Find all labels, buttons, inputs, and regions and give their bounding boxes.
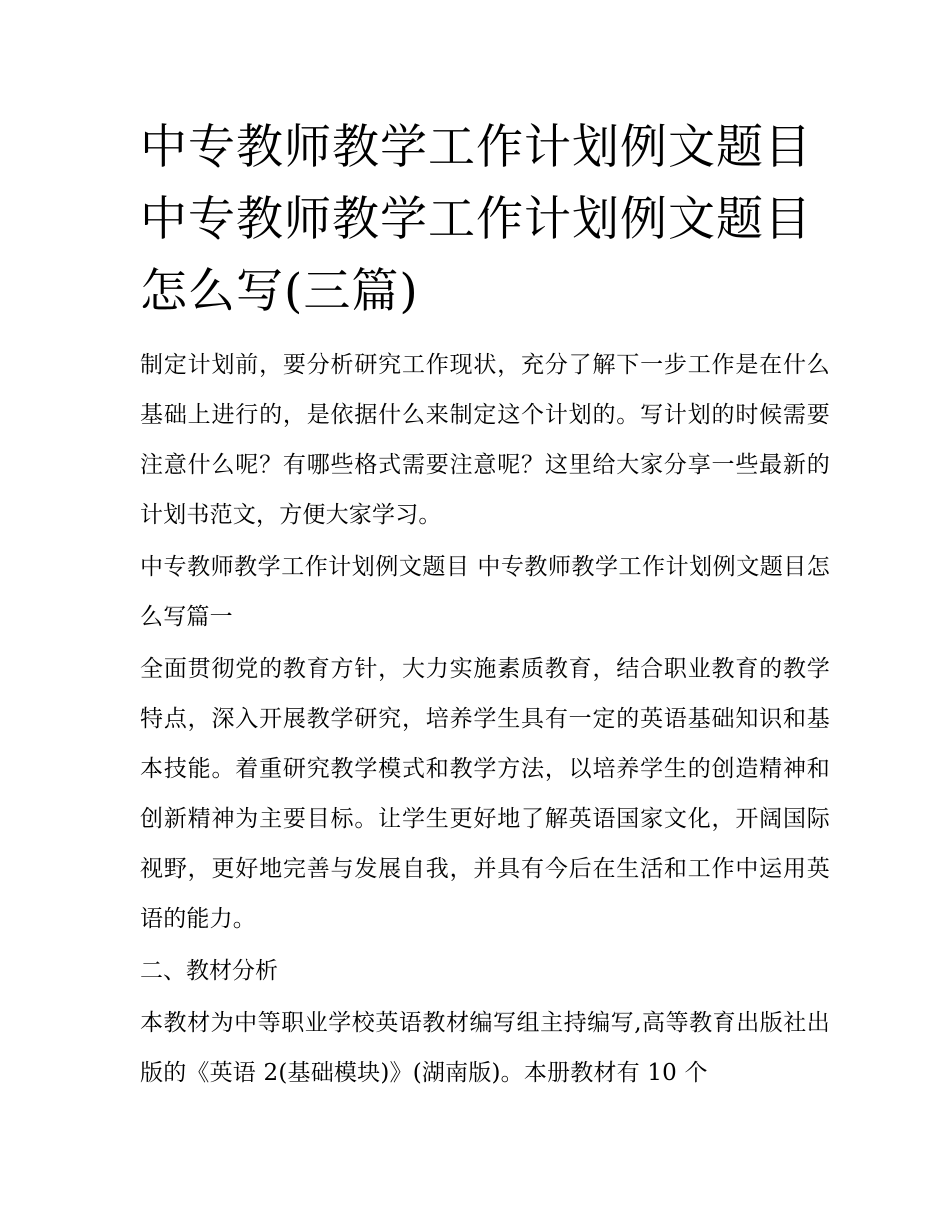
section-two-heading: 二、教材分析 bbox=[140, 958, 278, 984]
intro-paragraph: 制定计划前，要分析研究工作现状，充分了解下一步工作是在什么基础上进行的，是依据什么来制定这个计划的。写计划的时候需要注意什么呢？有哪些格式需要注意呢？这里给大家分享一些最新的计划书范文，方便大家学习。 bbox=[140, 352, 830, 528]
section-one-title: 中专教师教学工作计划例文题目 中专教师教学工作计划例文题目怎么写篇一 bbox=[140, 554, 830, 630]
document-title: 中专教师教学工作计划例文题目 中专教师教学工作计划例文题目怎么写(三篇) bbox=[140, 120, 812, 319]
section-two-paragraph: 本教材为中等职业学校英语教材编写组主持编写,高等教育出版社出版的《英语 2(基础模块)》(湖南版)。本册教材有 10 个 bbox=[140, 1010, 830, 1086]
document-body bbox=[140, 112, 830, 1100]
section-one-paragraph: 全面贯彻党的教育方针，大力实施素质教育，结合职业教育的教学特点，深入开展教学研究，培养学生具有一定的英语基础知识和基本技能。着重研究教学模式和教学方法，以培养学生的创造精神和创新精神为主要目标。让学生更好地了解英语国家文化，开阔国际视野，更好地完善与发展自我，并具有今后在生活和工作中运用英语的能力。 bbox=[140, 656, 830, 932]
